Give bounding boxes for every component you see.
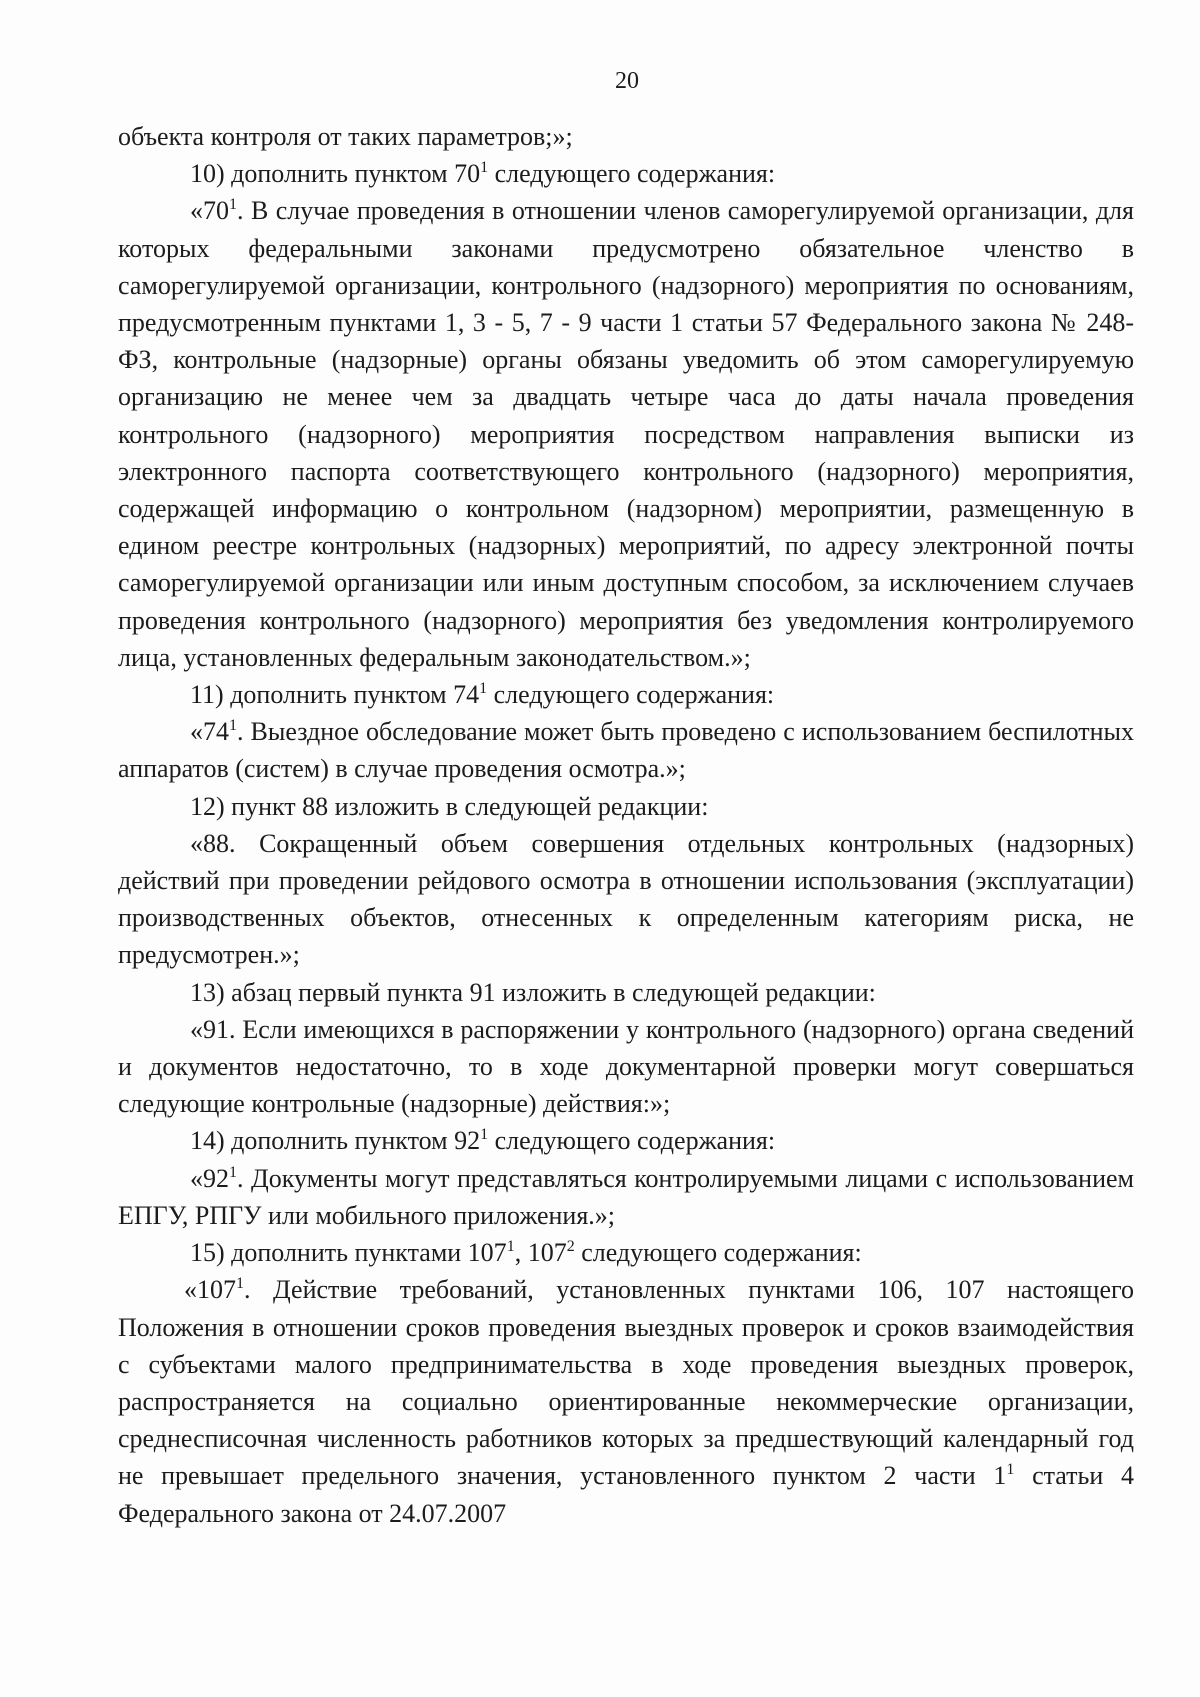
text-segment: «92 xyxy=(190,1163,229,1193)
text-segment: . В случае проведения в отношении членов саморегулируемой организации, для которых федеральными законами предусмотрено обязательное членство в саморегулируемой организации, контрольного (надзорного) мероприятия по основаниям, предусмотренным пунктами 1, 3 - 5, 7 - 9 части 1 статьи 57 Федерального закона № 248-ФЗ, контрольные (надзорные) органы обязаны уведомить об этом саморегулируемую организацию не менее чем за двадцать четыре часа до даты начала проведения контрольного (надзорного) мероприятия посредством направления выписки из электронного паспорта соответствующего контрольного (надзорного) мероприятия, содержащей информацию о контрольном (надзорном) мероприятии, размещенную в едином реестре контрольных (надзорных) мероприятий, по адресу электронной почты саморегулируемой организации или иным доступным способом, за исключением случаев проведения контрольного (надзорного) мероприятия без уведомления контролируемого лица, установленных федеральным законодательством.»; xyxy=(118,196,1134,672)
superscript: 1 xyxy=(479,680,488,698)
text-segment: «107 xyxy=(184,1275,236,1305)
paragraph xyxy=(118,713,1134,787)
paragraph xyxy=(118,155,1134,192)
paragraph xyxy=(118,1122,1134,1159)
text-segment: 12) пункт 88 изложить в следующей редакции: xyxy=(190,791,709,821)
text-segment: «91. Если имеющихся в распоряжении у контрольного (надзорного) органа сведений и документов недостаточно, то в ходе документарной проверки могут совершаться следующие контрольные (надзорные) действия:»; xyxy=(118,1014,1134,1119)
text-segment: . Действие требований, установленных пунктами 106, 107 настоящего Положения в отношении сроков проведения выездных проверок и сроков взаимодействия с субъектами малого предпринимательства в ходе проведения выездных проверок, распространяется на социально ориентированные некоммерческие организации, среднесписочная численность работников которых за предшествующий календарный год не превышает предельного значения, установленного пунктом 2 части 1 xyxy=(118,1275,1134,1491)
text-segment: «74 xyxy=(190,717,229,747)
text-segment: «70 xyxy=(190,196,229,226)
text-segment: следующего содержания: xyxy=(574,1238,862,1268)
superscript: 1 xyxy=(506,1238,515,1256)
text-segment: объекта контроля от таких параметров;»; xyxy=(118,122,573,151)
paragraph xyxy=(118,1271,1134,1531)
text-segment: 10) дополнить пунктом 70 xyxy=(190,159,481,189)
document-body xyxy=(118,118,1134,1532)
text-segment: следующего содержания: xyxy=(488,159,776,189)
text-segment: 11) дополнить пунктом 74 xyxy=(190,680,480,710)
superscript: 1 xyxy=(229,1163,237,1181)
superscript: 1 xyxy=(480,159,489,177)
superscript: 1 xyxy=(229,196,237,214)
paragraph xyxy=(118,192,1134,676)
text-segment: 15) дополнить пунктами 107 xyxy=(190,1238,507,1268)
paragraph xyxy=(118,1234,1134,1271)
paragraph xyxy=(118,676,1134,713)
text-segment: 13) абзац первый пункта 91 изложить в следующей редакции: xyxy=(190,977,876,1007)
text-segment: . Выездное обследование может быть проведено с использованием беспилотных аппаратов (систем) в случае проведения осмотра.»; xyxy=(118,717,1134,784)
text-segment: . Документы могут представляться контролируемыми лицами с использованием ЕПГУ, РПГУ или мобильного приложения.»; xyxy=(118,1163,1134,1230)
paragraph xyxy=(118,788,1134,825)
text-segment: следующего содержания: xyxy=(487,680,775,710)
paragraph xyxy=(118,825,1134,974)
text-segment: , 107 xyxy=(514,1238,567,1268)
paragraph xyxy=(118,1011,1134,1123)
text-segment: статьи 4 Федерального закона от 24.07.2007 xyxy=(118,1461,1134,1528)
text-segment: 14) дополнить пунктом 92 xyxy=(190,1126,481,1156)
text-segment: «88. Сокращенный объем совершения отдельных контрольных (надзорных) действий при проведении рейдового осмотра в отношении использования (эксплуатации) производственных объектов, отнесенных к определенным категориям риска, не предусмотрен.»; xyxy=(118,828,1134,970)
superscript: 2 xyxy=(566,1238,575,1256)
paragraph xyxy=(118,1160,1134,1234)
superscript: 1 xyxy=(229,717,237,735)
paragraph xyxy=(118,118,1134,155)
superscript: 1 xyxy=(236,1275,244,1293)
paragraph xyxy=(118,974,1134,1011)
superscript: 1 xyxy=(480,1126,489,1144)
text-segment: следующего содержания: xyxy=(488,1126,776,1156)
superscript: 1 xyxy=(1006,1461,1015,1479)
page-number: 20 xyxy=(615,68,639,94)
